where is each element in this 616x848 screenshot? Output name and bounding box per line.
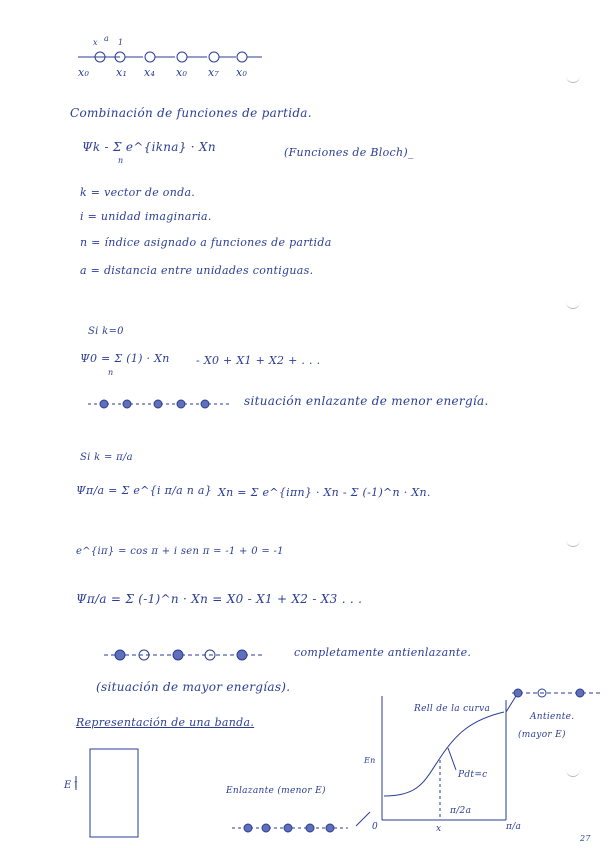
- chain-atom: [209, 52, 219, 62]
- chain-mark: x: [93, 38, 98, 47]
- chain-atom: [284, 824, 292, 832]
- bonding-low-energy-label: Enlazante (menor E): [226, 786, 326, 796]
- equation-psi0-sum: - X0 + X1 + X2 + . . .: [196, 354, 321, 367]
- atom-chain-bottom: [232, 824, 348, 832]
- definition-k: k = vector de onda.: [80, 186, 196, 199]
- graph-top-label: Rell de la curva: [414, 704, 491, 714]
- definition-i: i = unidad imaginaria.: [80, 210, 212, 223]
- equation-subscript: n: [108, 368, 114, 377]
- graph-zero-label: 0: [372, 822, 379, 832]
- chain-atom: [177, 400, 185, 408]
- atom-chain-bonding: [88, 400, 230, 408]
- bonding-arrow: [356, 812, 370, 826]
- graph-en-label: En: [364, 756, 376, 765]
- equation-psi-pi-sum: Ψπ/a = Σ (-1)^n · Xn = X0 - X1 + X2 - X3 . . .: [76, 592, 363, 606]
- chain-label: x₁: [116, 66, 128, 79]
- condition-k0: Si k=0: [88, 326, 124, 337]
- chain-atom: [237, 650, 247, 660]
- graph-pdt-label: Pdt=c: [458, 770, 488, 780]
- chain-label: x₇: [208, 66, 220, 79]
- antibonding-arrow: [506, 696, 516, 712]
- chain-atom: [100, 400, 108, 408]
- chain-atom: [262, 824, 270, 832]
- equation-psi-pi-a: Ψπ/a = Σ e^{i π/a n a}: [76, 484, 213, 497]
- chain-label: x₀: [176, 66, 188, 79]
- bonding-note: situación enlazante de menor energía.: [244, 394, 489, 408]
- antibonding-note: completamente antienlazante.: [294, 646, 472, 659]
- chain-atom: [201, 400, 209, 408]
- page-number: 27: [580, 834, 591, 843]
- chain-atom: [326, 824, 334, 832]
- band-title: Representación de una banda.: [76, 716, 255, 729]
- band-rectangle: [90, 749, 138, 837]
- chain-atom: [306, 824, 314, 832]
- bloch-note: (Funciones de Bloch)_: [284, 146, 414, 159]
- graph-pi2a-label: π/2a: [450, 806, 472, 816]
- equation-euler: e^{iπ} = cos π + i sen π = -1 + 0 = -1: [76, 546, 284, 557]
- heading-text: Combinación de funciones de partida.: [70, 106, 312, 120]
- equation-subscript: n: [118, 156, 124, 165]
- graph-x-label: x: [436, 824, 442, 834]
- chain-label: x₀: [78, 66, 90, 79]
- dispersion-curve: [384, 712, 504, 796]
- definition-a: a = distancia entre unidades contiguas.: [80, 264, 314, 277]
- condition-kpi: Si k = π/a: [80, 452, 133, 463]
- max-energy-note: (situación de mayor energías).: [96, 680, 291, 694]
- graph-mayor-label: (mayor E): [518, 730, 566, 740]
- equation-psi0: Ψ0 = Σ (1) · Xn: [80, 352, 170, 365]
- chain-mark: 1: [118, 38, 124, 47]
- slope-arrow: [448, 748, 456, 770]
- atom-chain-right: [512, 689, 600, 697]
- graph-pia-label: π/a: [506, 822, 522, 832]
- chain-label: x₄: [144, 66, 156, 79]
- graph-antienlazante-label: Antiente.: [530, 712, 575, 722]
- equation-psi-k: Ψk - Σ e^{ikna} · Xn: [82, 140, 216, 154]
- chain-mark: a: [104, 34, 110, 43]
- chain-atom: [177, 52, 187, 62]
- chain-atom: [145, 52, 155, 62]
- chain-atom: [576, 689, 584, 697]
- chain-atom: [154, 400, 162, 408]
- chain-atom: [123, 400, 131, 408]
- chain-atom: [514, 689, 522, 697]
- atom-chain-top: [78, 52, 262, 62]
- chain-label: x₀: [236, 66, 248, 79]
- e-axis-label: E↑: [64, 780, 81, 791]
- definition-n: n = índice asignado a funciones de partida: [80, 236, 332, 249]
- equation-psi-pi-b: Xn = Σ e^{iπn} · Xn - Σ (-1)^n · Xn.: [218, 486, 431, 499]
- chain-atom: [115, 650, 125, 660]
- chain-atom: [173, 650, 183, 660]
- chain-atom: [244, 824, 252, 832]
- atom-chain-antibonding: [104, 650, 262, 660]
- chain-atom: [237, 52, 247, 62]
